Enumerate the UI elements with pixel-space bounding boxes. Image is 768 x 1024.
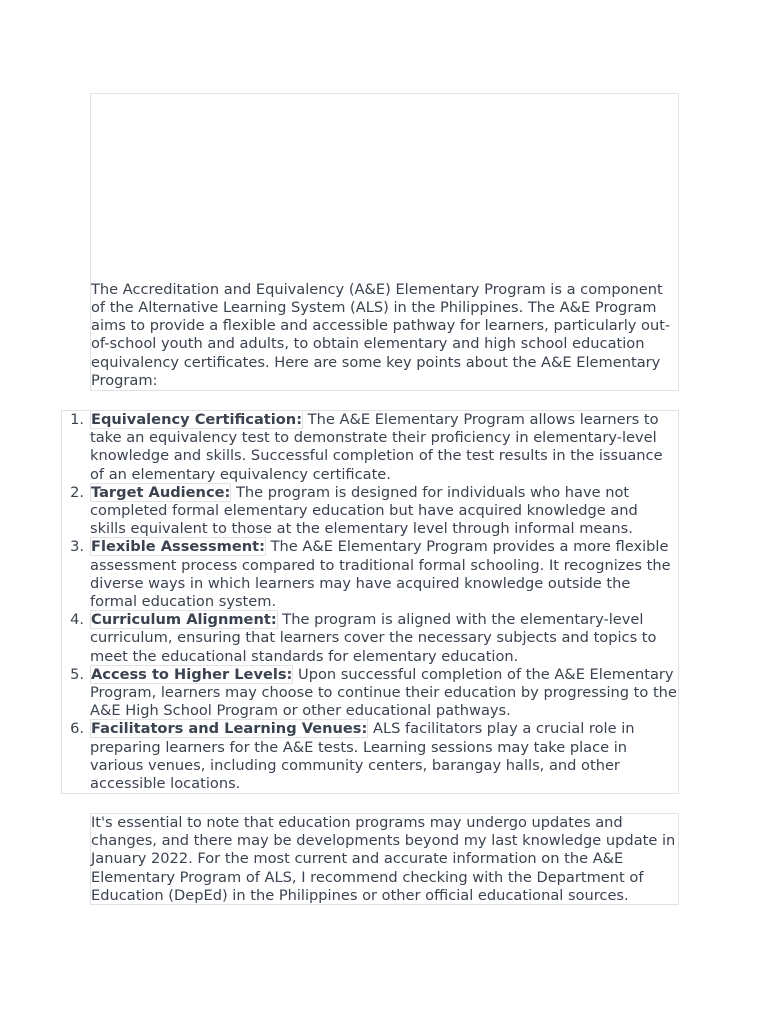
list-item [90, 720, 678, 793]
list-item-term: Target Audience: [91, 483, 231, 501]
list-item [90, 666, 678, 721]
list-item-text: The A&E Elementary Program allows learners to take an equivalency test to demonstrate their proficiency in elementary-level knowledge and skills. Successful completion of the test results in the issuance of an elementary equivalency certificate. [90, 411, 663, 483]
list-item-text: Upon successful completion of the A&E Elementary Program, learners may choose to continue their education by progressing to the A&E High School Program or other educational pathways. [90, 665, 677, 720]
key-points-list [61, 410, 679, 794]
intro-block [90, 93, 679, 391]
list-item [90, 484, 678, 539]
list-item-term: Flexible Assessment: [91, 538, 265, 556]
list-item-text: The program is designed for individuals who have not completed formal elementary education but have acquired knowledge and skills equivalent to those at the elementary level through informal means. [90, 483, 638, 538]
intro-paragraph: The Accreditation and Equivalency (A&E) Elementary Program is a component of the Alternative Learning System (ALS) in the Philippines. The A&E Program aims to provide a flexible and accessible pathway for learners, particularly out-of-school youth and adults, to obtain elementary and high school education equivalency certificates. Here are some key points about the A&E Elementary Program: [91, 280, 671, 389]
list-item-text: ALS facilitators play a crucial role in preparing learners for the A&E tests. Learning sessions may take place in various venues, including community centers, barangay halls, and other accessible locations. [90, 720, 635, 793]
closing-paragraph: It's essential to note that education programs may undergo updates and changes, and there may be developments beyond my last knowledge update in January 2022. For the most current and accurate information on the A&E Elementary Program of ALS, I recommend checking with the Department of Education (DepEd) in the Philippines or other official educational sources. [90, 813, 679, 905]
list-item-text: The A&E Elementary Program provides a more flexible assessment process compared to traditional formal schooling. It recognizes the diverse ways in which learners may have acquired knowledge outside the formal education system. [90, 538, 671, 611]
list-item [90, 411, 678, 484]
list-item-term: Equivalency Certification: [91, 411, 303, 428]
list-item-text: The program is aligned with the elementary-level curriculum, ensuring that learners cover the necessary subjects and topics to meet the educational standards for elementary education. [90, 611, 657, 665]
list-item-term: Access to Higher Levels: [91, 665, 293, 683]
list-item-term: Facilitators and Learning Venues: [91, 720, 368, 738]
list-item-term: Curriculum Alignment: [91, 611, 277, 629]
list-item [90, 538, 678, 611]
list-item [90, 611, 678, 666]
